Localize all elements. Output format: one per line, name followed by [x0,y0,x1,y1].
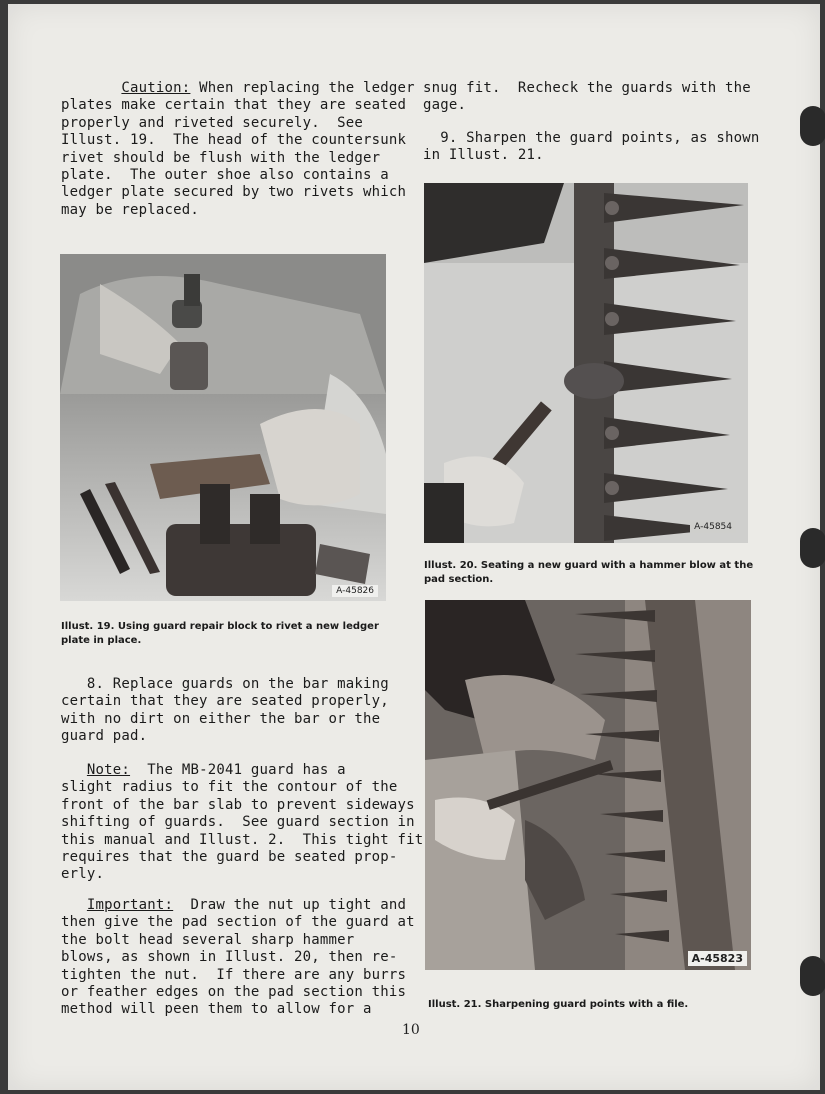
step-9-line: 9. Sharpen the guard points, as shown [423,130,760,146]
illust-20-photo [424,183,748,543]
important-line: blows, as shown in Illust. 20, then re- [61,949,398,966]
step-9-line: in Illust. 21. [423,147,544,164]
illust-19-photo [60,254,386,601]
important-line: method will peen them to allow for a [61,1001,372,1018]
step-8-line: guard pad. [61,728,148,745]
note-line: erly. [61,866,105,883]
guard-repair-block-image [60,254,386,601]
note-line: front of the bar slab to prevent sideways [61,796,415,813]
page-number: 10 [402,1022,420,1038]
caution-line: When replacing the ledger [190,80,415,96]
important-paragraph [61,897,415,1019]
caution-heading: Caution: [121,80,191,96]
illust-19-tag: A-45826 [332,585,378,597]
caution-line: plate. The outer shoe also contains a [61,167,389,184]
step-8-paragraph [61,676,389,746]
note-line: shifting of guards. See guard section in [61,814,415,831]
note-line: this manual and Illust. 2. This tight fit [61,831,424,848]
step-8-line: 8. Replace guards on the bar making [61,676,389,692]
illust-20-caption: Illust. 20. Seating a new guard with a hammer blow at the pad section. [424,560,754,585]
caution-line: properly and riveted securely. See [61,114,364,131]
continuation-line: snug fit. Recheck the guards with the [423,80,751,96]
caution-line: plates make certain that they are seated [61,97,407,114]
important-line: Draw the nut up tight and [173,897,407,913]
step-8-line: certain that they are seated properly, [61,693,389,710]
illust-20-tag: A-45854 [690,521,736,533]
note-paragraph [61,762,423,884]
important-line: the bolt head several sharp hammer [61,931,355,948]
illust-19-caption: Illust. 19. Using guard repair block to rivet a new ledger plate in place. [61,621,379,646]
illust-21-tag: A-45823 [688,951,747,966]
note-heading: Note: [86,762,131,778]
caution-line: rivet should be flush with the ledger [61,149,381,166]
step-8-line: with no dirt on either the bar or the [61,710,381,727]
illust-21-photo [425,600,751,970]
important-line: then give the pad section of the guard at [61,914,415,931]
guard-file-image [425,600,751,970]
punch-hole-bottom [800,956,825,996]
punch-hole-middle [800,528,825,568]
punch-hole-top [800,106,825,146]
continuation-line: gage. [423,97,467,114]
caution-paragraph [61,80,415,219]
important-heading: Important: [86,897,174,913]
important-line: or feather edges on the pad section this [61,984,407,1001]
note-line: The MB-2041 guard has a [130,762,346,778]
illust-21-caption: Illust. 21. Sharpening guard points with a file. [428,999,689,1010]
caution-line: Illust. 19. The head of the countersunk [61,132,407,149]
caution-line: ledger plate secured by two rivets which [61,184,407,201]
note-line: requires that the guard be seated prop- [61,849,398,866]
manual-page [8,4,820,1090]
guard-hammer-image [424,183,748,543]
caution-line: may be replaced. [61,201,200,218]
step-9-paragraph [423,130,760,165]
continuation-paragraph [423,80,751,115]
important-line: tighten the nut. If there are any burrs [61,966,407,983]
note-line: slight radius to fit the contour of the [61,779,398,796]
